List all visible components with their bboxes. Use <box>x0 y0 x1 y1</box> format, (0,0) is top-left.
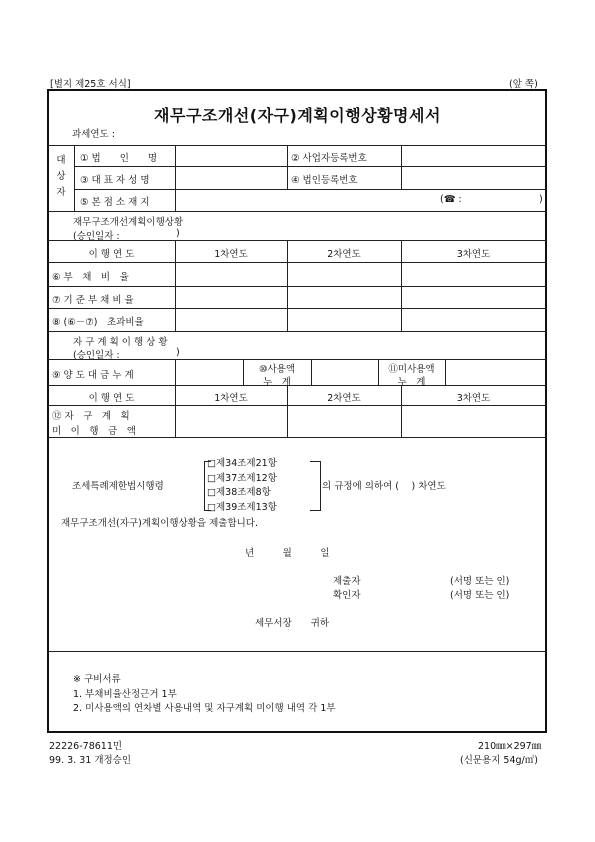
sec2-title: 자 구 계 획 이 행 상 황 <box>73 337 168 348</box>
submitter-sign: (서명 또는 인) <box>450 576 510 587</box>
left-bracket <box>204 461 211 511</box>
form-number: [별지 제25호 서식] <box>50 79 131 90</box>
sec1-approval: (승인일자 : <box>73 231 120 242</box>
debt-ratio-label: ⑥ 부 채 비 율 <box>52 272 129 283</box>
sec2-approval-close: ) <box>176 347 180 358</box>
sec1-year-3: 3차연도 <box>456 249 491 260</box>
attachment-item: 2. 미사용액의 연차별 사용내역 및 자구계획 미이행 내역 각 1부 <box>73 703 336 714</box>
base-debt-ratio-label: ⑦ 기 준 부 채 비 율 <box>52 295 134 306</box>
page-side: (앞 쪽) <box>509 79 538 90</box>
submit-statement: 재무구조개선(자구)계획이행상황을 제출합니다. <box>61 518 258 529</box>
sec2-year-3: 3차연도 <box>456 393 491 404</box>
phone-label: (☎ : <box>440 194 462 205</box>
ceo-label: ③ 대 표 자 성 명 <box>80 175 150 186</box>
unused-sum-label-1: ⑪미사용액 <box>388 364 435 375</box>
sec2-approval: (승인일자 : <box>73 350 120 361</box>
footer-paper: (신문용지 54g/㎡) <box>460 755 538 766</box>
used-sum-label-2: 누 계 <box>263 377 291 388</box>
form-title: 재무구조개선(자구)계획이행상황명세서 <box>154 106 441 125</box>
article-option: □제37조제12항 <box>207 472 277 484</box>
tax-year-label: 과세연도 : <box>72 129 115 140</box>
law-article-options <box>207 457 277 515</box>
excess-ratio-label: ⑧ (⑥－⑦) 초과비율 <box>52 317 144 328</box>
confirmer-sign: (서명 또는 인) <box>450 590 510 601</box>
attachment-item: 1. 부채비율산정근거 1부 <box>73 689 177 700</box>
sec1-title: 재무구조개선계획이행상황 <box>73 217 184 228</box>
article-option: □제38조제8항 <box>207 487 271 498</box>
submitter-label: 제출자 <box>333 576 361 587</box>
footer-approved: 99. 3. 31 개정승인 <box>49 755 132 766</box>
sec1-approval-close: ) <box>176 228 180 239</box>
sec2-year-1: 1차연도 <box>214 393 248 404</box>
target-side-label: 대 상 자 <box>56 155 66 198</box>
biz-no-label: ② 사업자등록번호 <box>291 153 367 164</box>
sec1-year-2: 2차연도 <box>327 249 361 260</box>
article-option: □제39조제13항 <box>207 501 277 513</box>
corp-reg-label: ④ 법인등록번호 <box>291 175 358 186</box>
right-bracket <box>310 461 321 511</box>
sec1-year-header: 이 행 연 도 <box>88 249 135 260</box>
declaration-suffix: 의 규정에 의하여 ( ) 차연도 <box>322 481 446 492</box>
corp-name-label: ① 법 인 명 <box>80 153 158 164</box>
confirmer-label: 확인자 <box>333 590 361 601</box>
addressee: 세무서장 귀하 <box>255 618 330 629</box>
transfer-sum-label: ⑨ 양 도 대 금 누 계 <box>52 370 134 381</box>
used-sum-label-1: ⑩사용액 <box>258 364 296 375</box>
unused-sum-label-2: 누 계 <box>397 377 426 388</box>
attachments-title: ※ 구비서류 <box>73 674 121 685</box>
sec2-year-2: 2차연도 <box>327 393 361 404</box>
law-name: 조세특례제한법시행령 <box>72 481 164 492</box>
unfulfilled-label-1: ⑫ 자 구 계 획 <box>52 411 130 422</box>
sec2-year-header: 이 행 연 도 <box>88 393 135 404</box>
submit-date: 년 월 일 <box>245 548 330 559</box>
sec1-year-1: 1차연도 <box>214 249 248 260</box>
article-option: □제34조제21항 <box>207 458 277 469</box>
hq-label: ⑤ 본 점 소 재 지 <box>80 197 150 208</box>
footer-code: 22226-78611민 <box>49 741 123 752</box>
footer-size: 210㎜×297㎜ <box>478 741 542 752</box>
phone-close: ) <box>539 194 543 205</box>
unfulfilled-label-2: 미 이 행 금 액 <box>52 426 136 437</box>
